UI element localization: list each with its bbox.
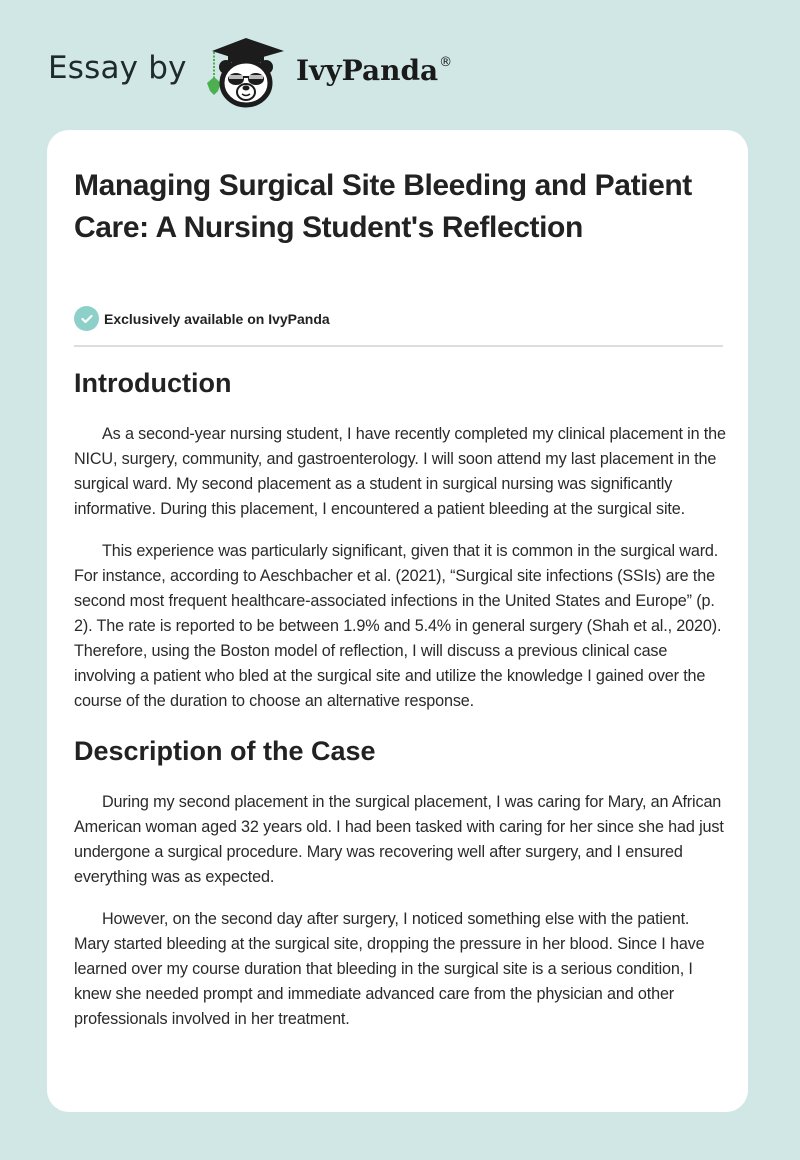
section-heading: Description of the Case (74, 736, 376, 766)
essay-title: Managing Surgical Site Bleeding and Patient Care: A Nursing Student's Reflection (74, 169, 692, 244)
essay-card (47, 130, 748, 1112)
paragraph: However, on the second day after surgery, I noticed something else with the patient. Mary started bleeding at the surgical site, dropping the pressure in her blood. Since I have learned over my course duration that bleeding in the surgical site is a serious condition, I knew she needed prompt and immediate advanced care from the physician and other professionals involved in her treatment. (74, 910, 705, 1028)
paragraph: During my second placement in the surgical placement, I was caring for Mary, an African American woman aged 32 years old. I had been tasked with caring for her since she had just undergone a surgical procedure. Mary was recovering well after surgery, and I ensured everything was as expected. (74, 793, 724, 886)
exclusive-badge (74, 306, 330, 331)
essay-by-label: Essay by (48, 50, 187, 86)
section-description-of-case (74, 731, 726, 1032)
badge-text: Exclusively available on IvyPanda (104, 310, 330, 327)
paragraph: As a second-year nursing student, I have recently completed my clinical placement in the NICU, surgery, community, and gastroenterology. I will soon attend my last placement in the surgical ward. My second placement as a student in surgical nursing was significantly informative. During this placement, I encountered a patient bleeding at the surgical site. (74, 425, 726, 518)
divider (74, 345, 723, 347)
paragraph: This experience was particularly significant, given that it is common in the surgical ward. For instance, according to Aeschbacher et al. (2021), “Surgical site infections (SSIs) are the second most frequent healthcare-associated infections in the United States and Europe” (p. 2). The rate is reported to be between 1.9% and 5.4% in general surgery (Shah et al., 2020). Therefore, using the Boston model of reflection, I will discuss a previous clinical case involving a patient who bled at the surgical site and utilize the knowledge I gained over the course of the duration to choose an alternative response. (74, 542, 722, 710)
site-header (0, 0, 800, 130)
registered-mark: ® (439, 55, 453, 70)
section-heading: Introduction (74, 368, 232, 398)
ivypanda-brand[interactable] (296, 54, 452, 87)
section-introduction (74, 363, 726, 714)
panda-graduate-icon[interactable] (200, 35, 292, 109)
brand-name: IvyPanda (296, 54, 439, 87)
essay-body (74, 363, 726, 1049)
check-circle-icon (74, 306, 99, 331)
